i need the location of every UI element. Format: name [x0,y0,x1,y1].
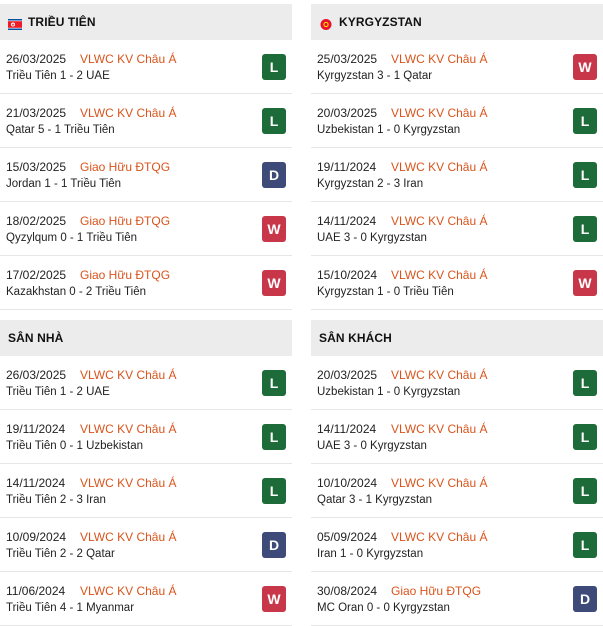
match-date: 25/03/2025 [317,52,378,66]
match-date: 26/03/2025 [6,52,67,66]
match-row[interactable] [0,202,292,256]
match-score: Triều Tiên 2 - 3 Iran [6,494,106,506]
result-badge: L [262,54,286,80]
result-badge: L [573,424,597,450]
match-row[interactable] [0,464,292,518]
match-score: Triều Tiên 1 - 2 UAE [6,386,110,398]
match-date: 15/03/2025 [6,160,67,174]
match-date: 14/11/2024 [317,214,377,228]
match-row[interactable] [0,94,292,148]
match-row[interactable] [311,518,603,572]
match-score: MC Oran 0 - 0 Kyrgyzstan [317,602,450,614]
result-badge: L [262,108,286,134]
result-badge: L [573,162,597,188]
match-date: 30/08/2024 [317,584,378,598]
result-badge: L [573,532,597,558]
section-header-away [311,320,603,356]
competition-link[interactable]: VLWC KV Châu Á [391,422,488,436]
match-date: 21/03/2025 [6,106,67,120]
result-badge: L [262,370,286,396]
result-badge: W [573,270,597,296]
competition-link[interactable]: VLWC KV Châu Á [80,530,177,544]
match-row[interactable] [0,356,292,410]
competition-link[interactable]: Giao Hữu ĐTQG [80,268,171,282]
match-row[interactable] [311,148,603,202]
match-list-left-bottom [0,356,292,626]
competition-link[interactable]: VLWC KV Châu Á [80,368,177,382]
match-score: Triều Tiên 2 - 2 Qatar [6,548,115,560]
result-badge: L [573,216,597,242]
result-badge: L [262,478,286,504]
left-column [0,0,292,626]
match-row[interactable] [0,40,292,94]
match-score: Uzbekistan 1 - 0 Kyrgyzstan [317,124,461,136]
result-badge: W [262,586,286,612]
kyrgyzstan-flag-icon [319,17,333,28]
section-title: SÂN KHÁCH [319,331,392,345]
competition-link[interactable]: VLWC KV Châu Á [391,476,488,490]
match-row[interactable] [311,94,603,148]
competition-link[interactable]: VLWC KV Châu Á [80,106,177,120]
result-badge: L [262,424,286,450]
match-score: Iran 1 - 0 Kyrgyzstan [317,548,424,560]
team-title: TRIỀU TIÊN [28,15,96,29]
match-row[interactable] [0,148,292,202]
match-date: 19/11/2024 [6,422,66,436]
match-list-left-top [0,40,292,310]
competition-link[interactable]: VLWC KV Châu Á [391,52,488,66]
match-score: Qatar 3 - 1 Kyrgyzstan [317,494,433,506]
match-score: Triều Tiên 1 - 2 UAE [6,70,110,82]
competition-link[interactable]: VLWC KV Châu Á [391,530,488,544]
match-score: UAE 3 - 0 Kyrgyzstan [317,440,427,452]
team-header-kyrgyzstan [311,4,603,40]
competition-link[interactable]: Giao Hữu ĐTQG [391,584,482,598]
match-row[interactable] [311,572,603,626]
section-header-home [0,320,292,356]
match-date: 20/03/2025 [317,106,378,120]
match-score: Kyrgyzstan 1 - 0 Triều Tiên [317,286,454,298]
result-badge: D [262,532,286,558]
match-row[interactable] [311,410,603,464]
result-badge: W [573,54,597,80]
match-date: 14/11/2024 [317,422,377,436]
competition-link[interactable]: VLWC KV Châu Á [80,476,177,490]
match-row[interactable] [0,410,292,464]
north-korea-flag-icon [8,17,22,28]
result-badge: W [262,216,286,242]
match-date: 18/02/2025 [6,214,67,228]
match-row[interactable] [311,256,603,310]
team-title: KYRGYZSTAN [339,15,422,29]
result-badge: D [262,162,286,188]
match-row[interactable] [311,356,603,410]
result-badge: L [573,108,597,134]
match-score: Triều Tiên 4 - 1 Myanmar [6,602,135,614]
match-list-right-bottom [311,356,603,626]
section-title: SÂN NHÀ [8,331,64,345]
match-score: Uzbekistan 1 - 0 Kyrgyzstan [317,386,461,398]
match-date: 14/11/2024 [6,476,66,490]
match-score: Kazakhstan 0 - 2 Triều Tiên [6,286,146,298]
result-badge: L [573,370,597,396]
match-date: 10/10/2024 [317,476,378,490]
result-badge: W [262,270,286,296]
match-score: Kyrgyzstan 3 - 1 Qatar [317,70,433,82]
match-row[interactable] [0,256,292,310]
team-header-north-korea [0,4,292,40]
match-score: UAE 3 - 0 Kyrgyzstan [317,232,427,244]
match-date: 11/06/2024 [6,584,66,598]
result-badge: L [573,478,597,504]
competition-link[interactable]: Giao Hữu ĐTQG [80,214,171,228]
competition-link[interactable]: VLWC KV Châu Á [391,214,488,228]
competition-link[interactable]: VLWC KV Châu Á [391,160,488,174]
match-row[interactable] [0,572,292,626]
match-score: Qatar 5 - 1 Triều Tiên [6,124,115,136]
match-score: Qyzylqum 0 - 1 Triều Tiên [6,232,138,244]
competition-link[interactable]: VLWC KV Châu Á [80,584,177,598]
match-row[interactable] [311,40,603,94]
competition-link[interactable]: VLWC KV Châu Á [80,422,177,436]
match-date: 15/10/2024 [317,268,378,282]
competition-link[interactable]: VLWC KV Châu Á [391,368,488,382]
competition-link[interactable]: VLWC KV Châu Á [391,106,488,120]
match-date: 05/09/2024 [317,530,378,544]
match-score: Jordan 1 - 1 Triều Tiên [6,178,122,190]
match-list-right-top [311,40,603,310]
competition-link[interactable]: VLWC KV Châu Á [391,268,488,282]
result-badge: D [573,586,597,612]
right-column [311,0,603,626]
match-row[interactable] [311,464,603,518]
match-row[interactable] [0,518,292,572]
competition-link[interactable]: Giao Hữu ĐTQG [80,160,171,174]
match-date: 20/03/2025 [317,368,378,382]
match-date: 19/11/2024 [317,160,377,174]
competition-link[interactable]: VLWC KV Châu Á [80,52,177,66]
match-row[interactable] [311,202,603,256]
match-date: 10/09/2024 [6,530,67,544]
match-score: Triều Tiên 0 - 1 Uzbekistan [6,440,143,452]
match-score: Kyrgyzstan 2 - 3 Iran [317,178,424,190]
match-date: 26/03/2025 [6,368,67,382]
match-date: 17/02/2025 [6,268,67,282]
